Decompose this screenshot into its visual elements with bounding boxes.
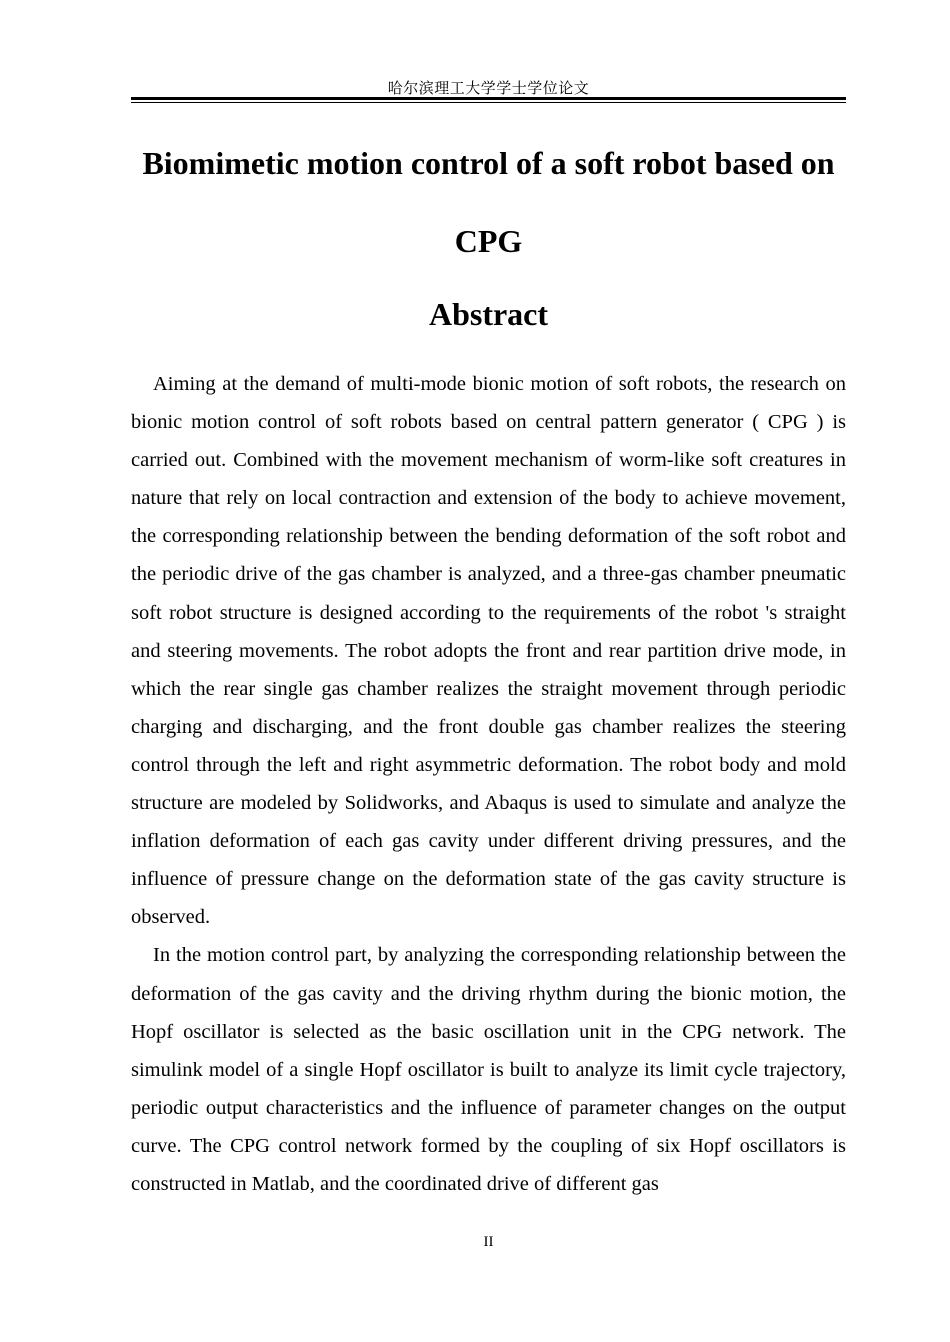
header-rule-thin (131, 102, 846, 103)
thesis-title: Biomimetic motion control of a soft robot based on CPG (142, 145, 835, 259)
abstract-body (131, 365, 846, 1203)
header-rule-thick (131, 97, 846, 100)
abstract-paragraph: In the motion control part, by analyzing the corresponding relationship between the deformation of the gas cavity and the driving rhythm during the bionic motion, the Hopf oscillator is selected as the basic oscillation unit in the CPG network. The simulink model of a single Hopf oscillator is built to analyze its limit cycle trajectory, periodic output characteristics and the influence of parameter changes on the output curve. The CPG control network formed by the coupling of six Hopf oscillators is constructed in Matlab, and the coordinated drive of different gas (131, 944, 846, 1195)
running-header: 哈尔滨理工大学学士学位论文 (387, 79, 590, 97)
abstract-paragraph: Aiming at the demand of multi-mode bionic motion of soft robots, the research on bionic motion control of soft robots based on central pattern generator ( CPG ) is carried out. Combined with the movement mechanism of worm-like soft creatures in nature that rely on local contraction and extension of the body to achieve movement, the corresponding relationship between the bending deformation of the soft robot and the periodic drive of the gas chamber is analyzed, and a three-gas chamber pneumatic soft robot structure is designed according to the requirements of the robot 's straight and steering movements. The robot adopts the front and rear partition drive mode, in which the rear single gas chamber realizes the straight movement through periodic charging and discharging, and the front double gas chamber realizes the steering control through the left and right asymmetric deformation. The robot body and mold structure are modeled by Solidworks, and Abaqus is used to simulate and analyze the inflation deformation of each gas cavity under different driving pressures, and the influence of pressure change on the deformation state of the gas cavity structure is observed. (131, 373, 846, 929)
page-number: II (483, 1234, 494, 1250)
abstract-heading: Abstract (428, 296, 549, 332)
